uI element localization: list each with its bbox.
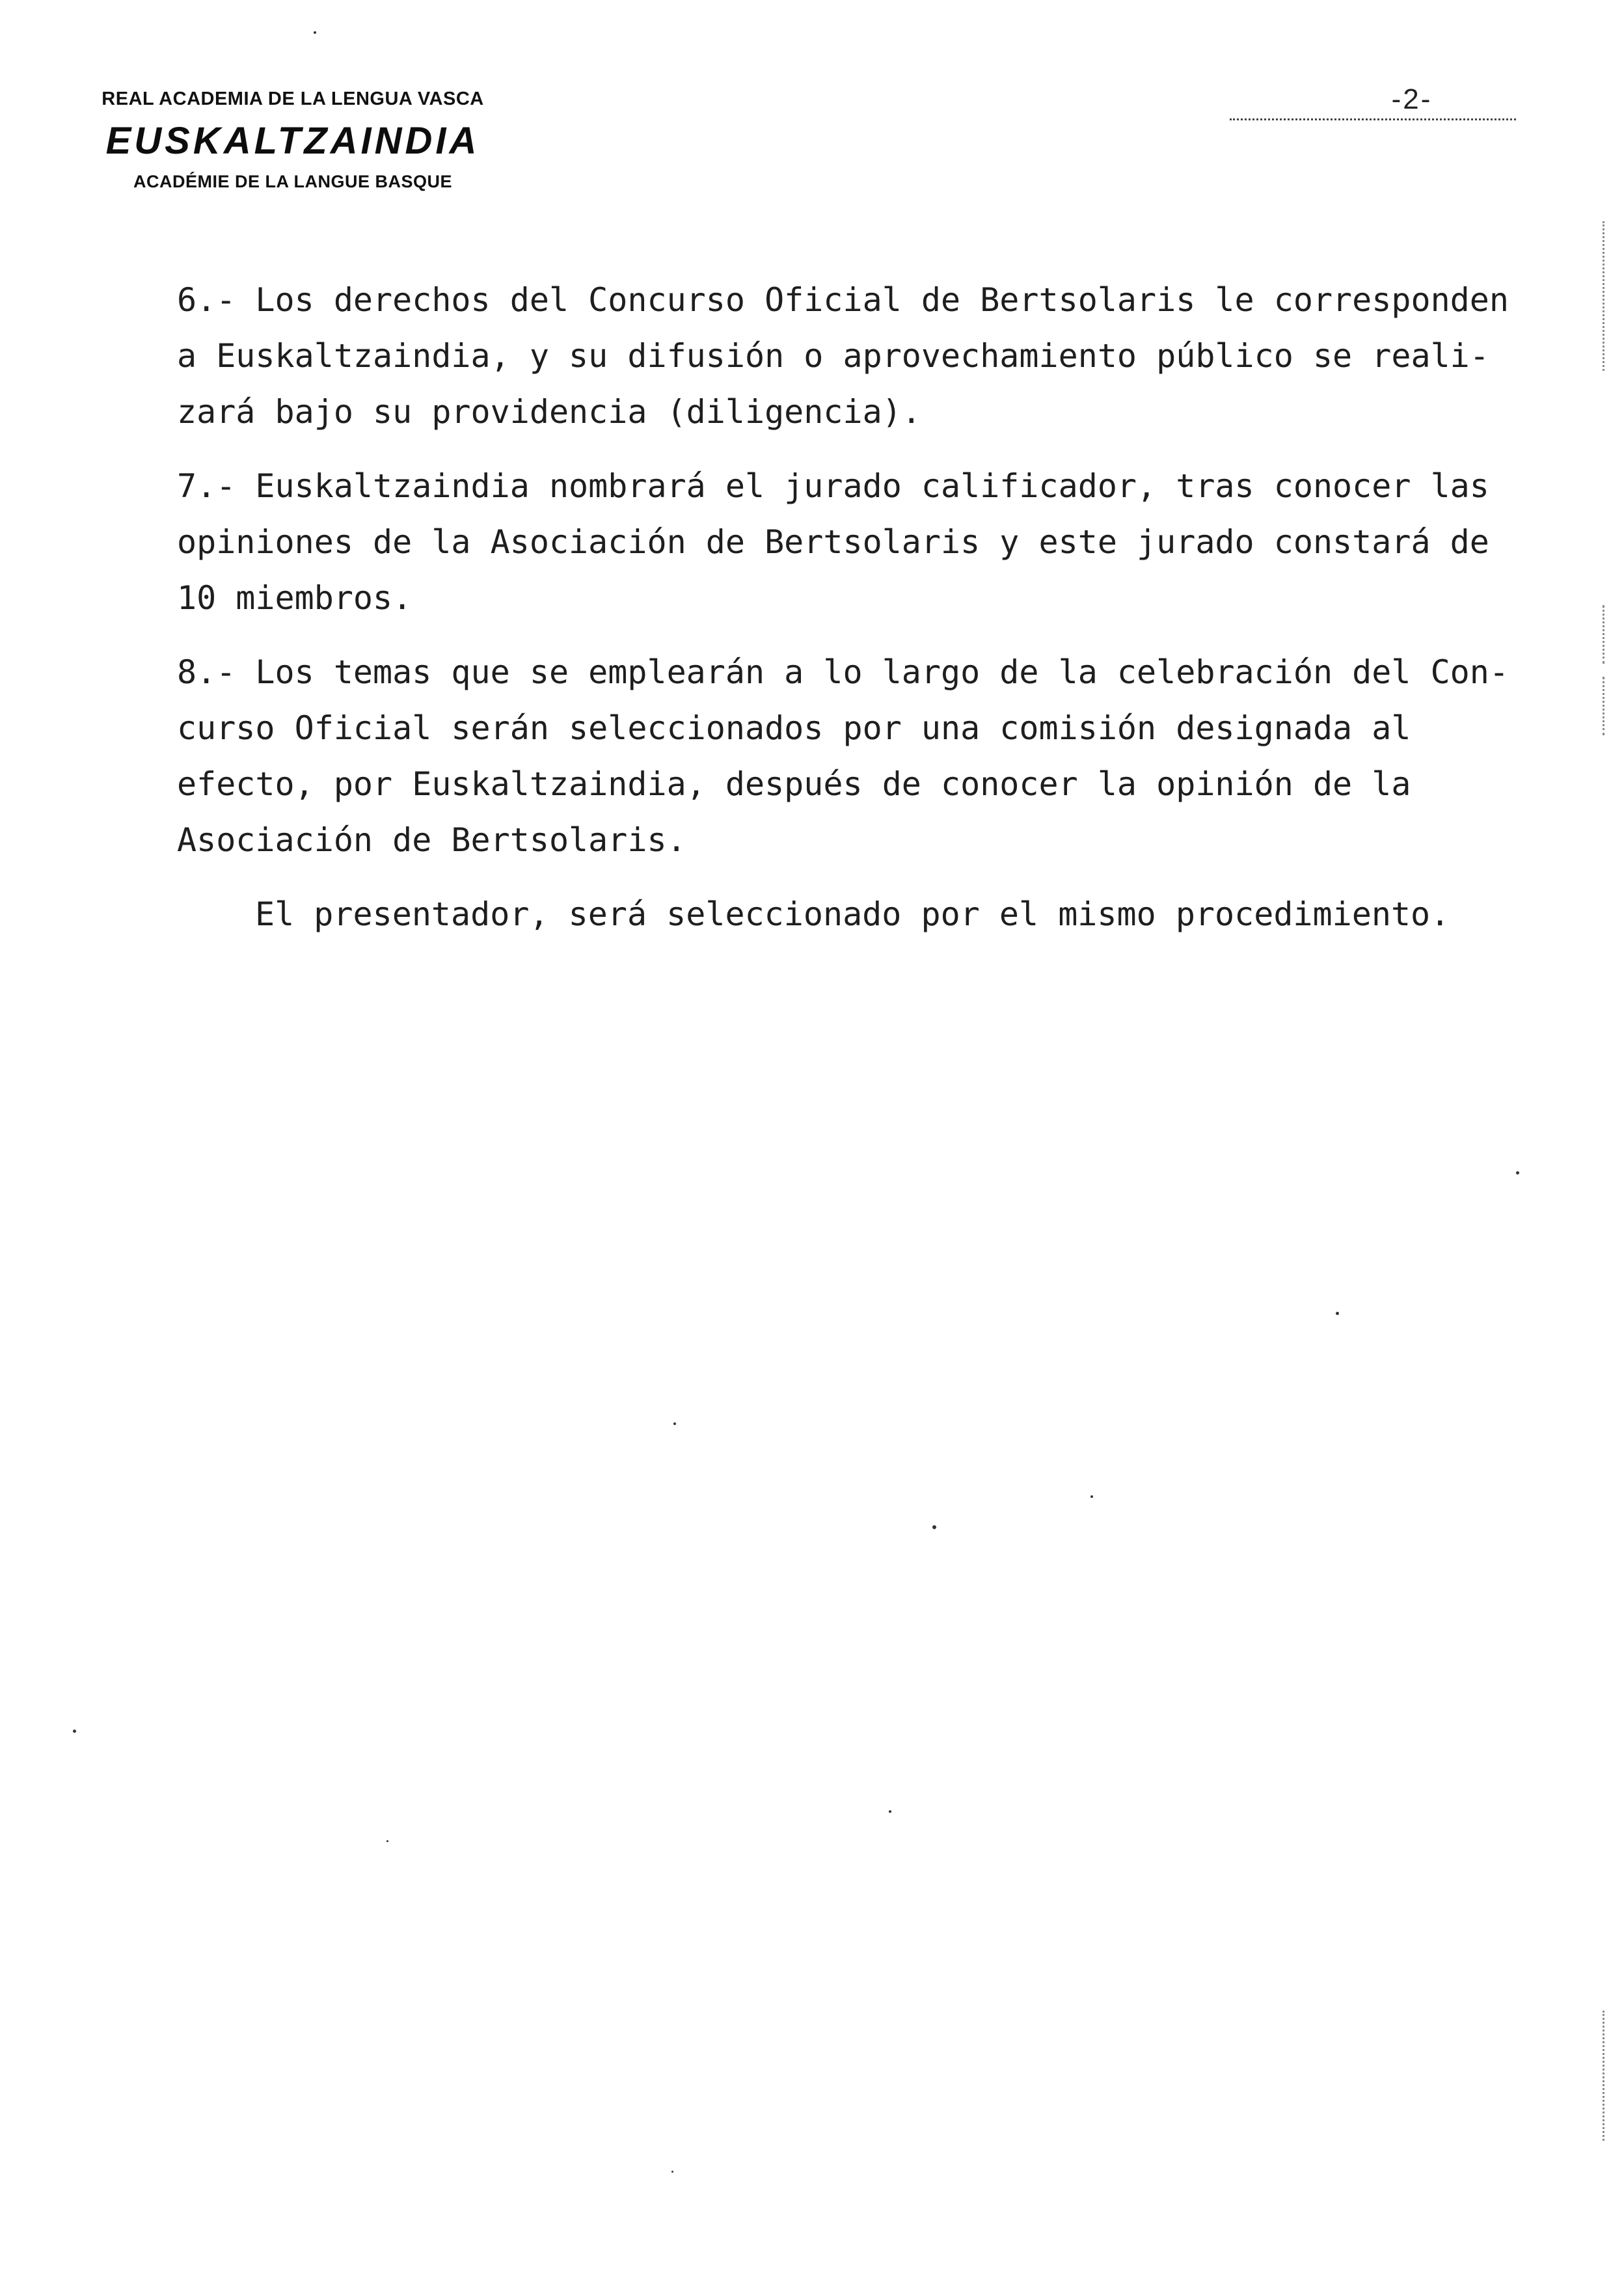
- letterhead: [78, 88, 508, 192]
- scan-speck: [1090, 1495, 1093, 1498]
- scan-speck: [889, 1810, 891, 1813]
- paragraph-7: [177, 458, 1543, 626]
- scan-speck: [1336, 1312, 1339, 1315]
- scan-edge-marks: [1603, 2011, 1607, 2141]
- document-body: [177, 272, 1543, 960]
- text-line: 10 miembros.: [177, 579, 413, 617]
- paragraph-presenter: [177, 886, 1543, 942]
- scan-speck: [673, 1422, 676, 1425]
- text-line: opiniones de la Asociación de Bertsolaris y este jurado constará de: [177, 523, 1489, 561]
- text-line: El presentador, será seleccionado por el mismo procedimiento.: [255, 895, 1450, 933]
- scan-speck: [671, 2171, 673, 2173]
- text-line: a Euskaltzaindia, y su difusión o aprovechamiento público se reali-: [177, 337, 1489, 375]
- scan-speck: [386, 1840, 388, 1842]
- page-number: -2-: [1391, 83, 1433, 115]
- scan-edge-marks: [1603, 221, 1607, 371]
- text-line: curso Oficial serán seleccionados por una comisión designada al: [177, 709, 1411, 747]
- text-line: zará bajo su providencia (diligencia).: [177, 393, 921, 431]
- scan-edge-marks: [1603, 677, 1607, 735]
- scan-edge-marks: [1603, 605, 1607, 664]
- page-number-line: [1230, 83, 1516, 120]
- letterhead-spanish-title: REAL ACADEMIA DE LA LENGUA VASCA: [102, 88, 484, 109]
- text-line: 7.- Euskaltzaindia nombrará el jurado calificador, tras conocer las: [177, 467, 1489, 505]
- text-line: efecto, por Euskaltzaindia, después de conocer la opinión de la: [177, 765, 1411, 803]
- text-line: 8.- Los temas que se emplearán a lo largo de la celebración del Con-: [177, 653, 1509, 691]
- scan-speck: [314, 31, 316, 34]
- letterhead-french-title: ACADÉMIE DE LA LANGUE BASQUE: [133, 172, 453, 191]
- letterhead-institution-name: EUSKALTZAINDIA: [105, 120, 480, 162]
- scan-speck: [73, 1730, 76, 1733]
- paragraph-6: [177, 272, 1543, 440]
- text-line: 6.- Los derechos del Concurso Oficial de Bertsolaris le corresponden: [177, 281, 1509, 319]
- paragraph-8: [177, 644, 1543, 868]
- scan-speck: [932, 1525, 936, 1529]
- scan-speck: [1516, 1171, 1519, 1175]
- text-line: Asociación de Bertsolaris.: [177, 821, 686, 859]
